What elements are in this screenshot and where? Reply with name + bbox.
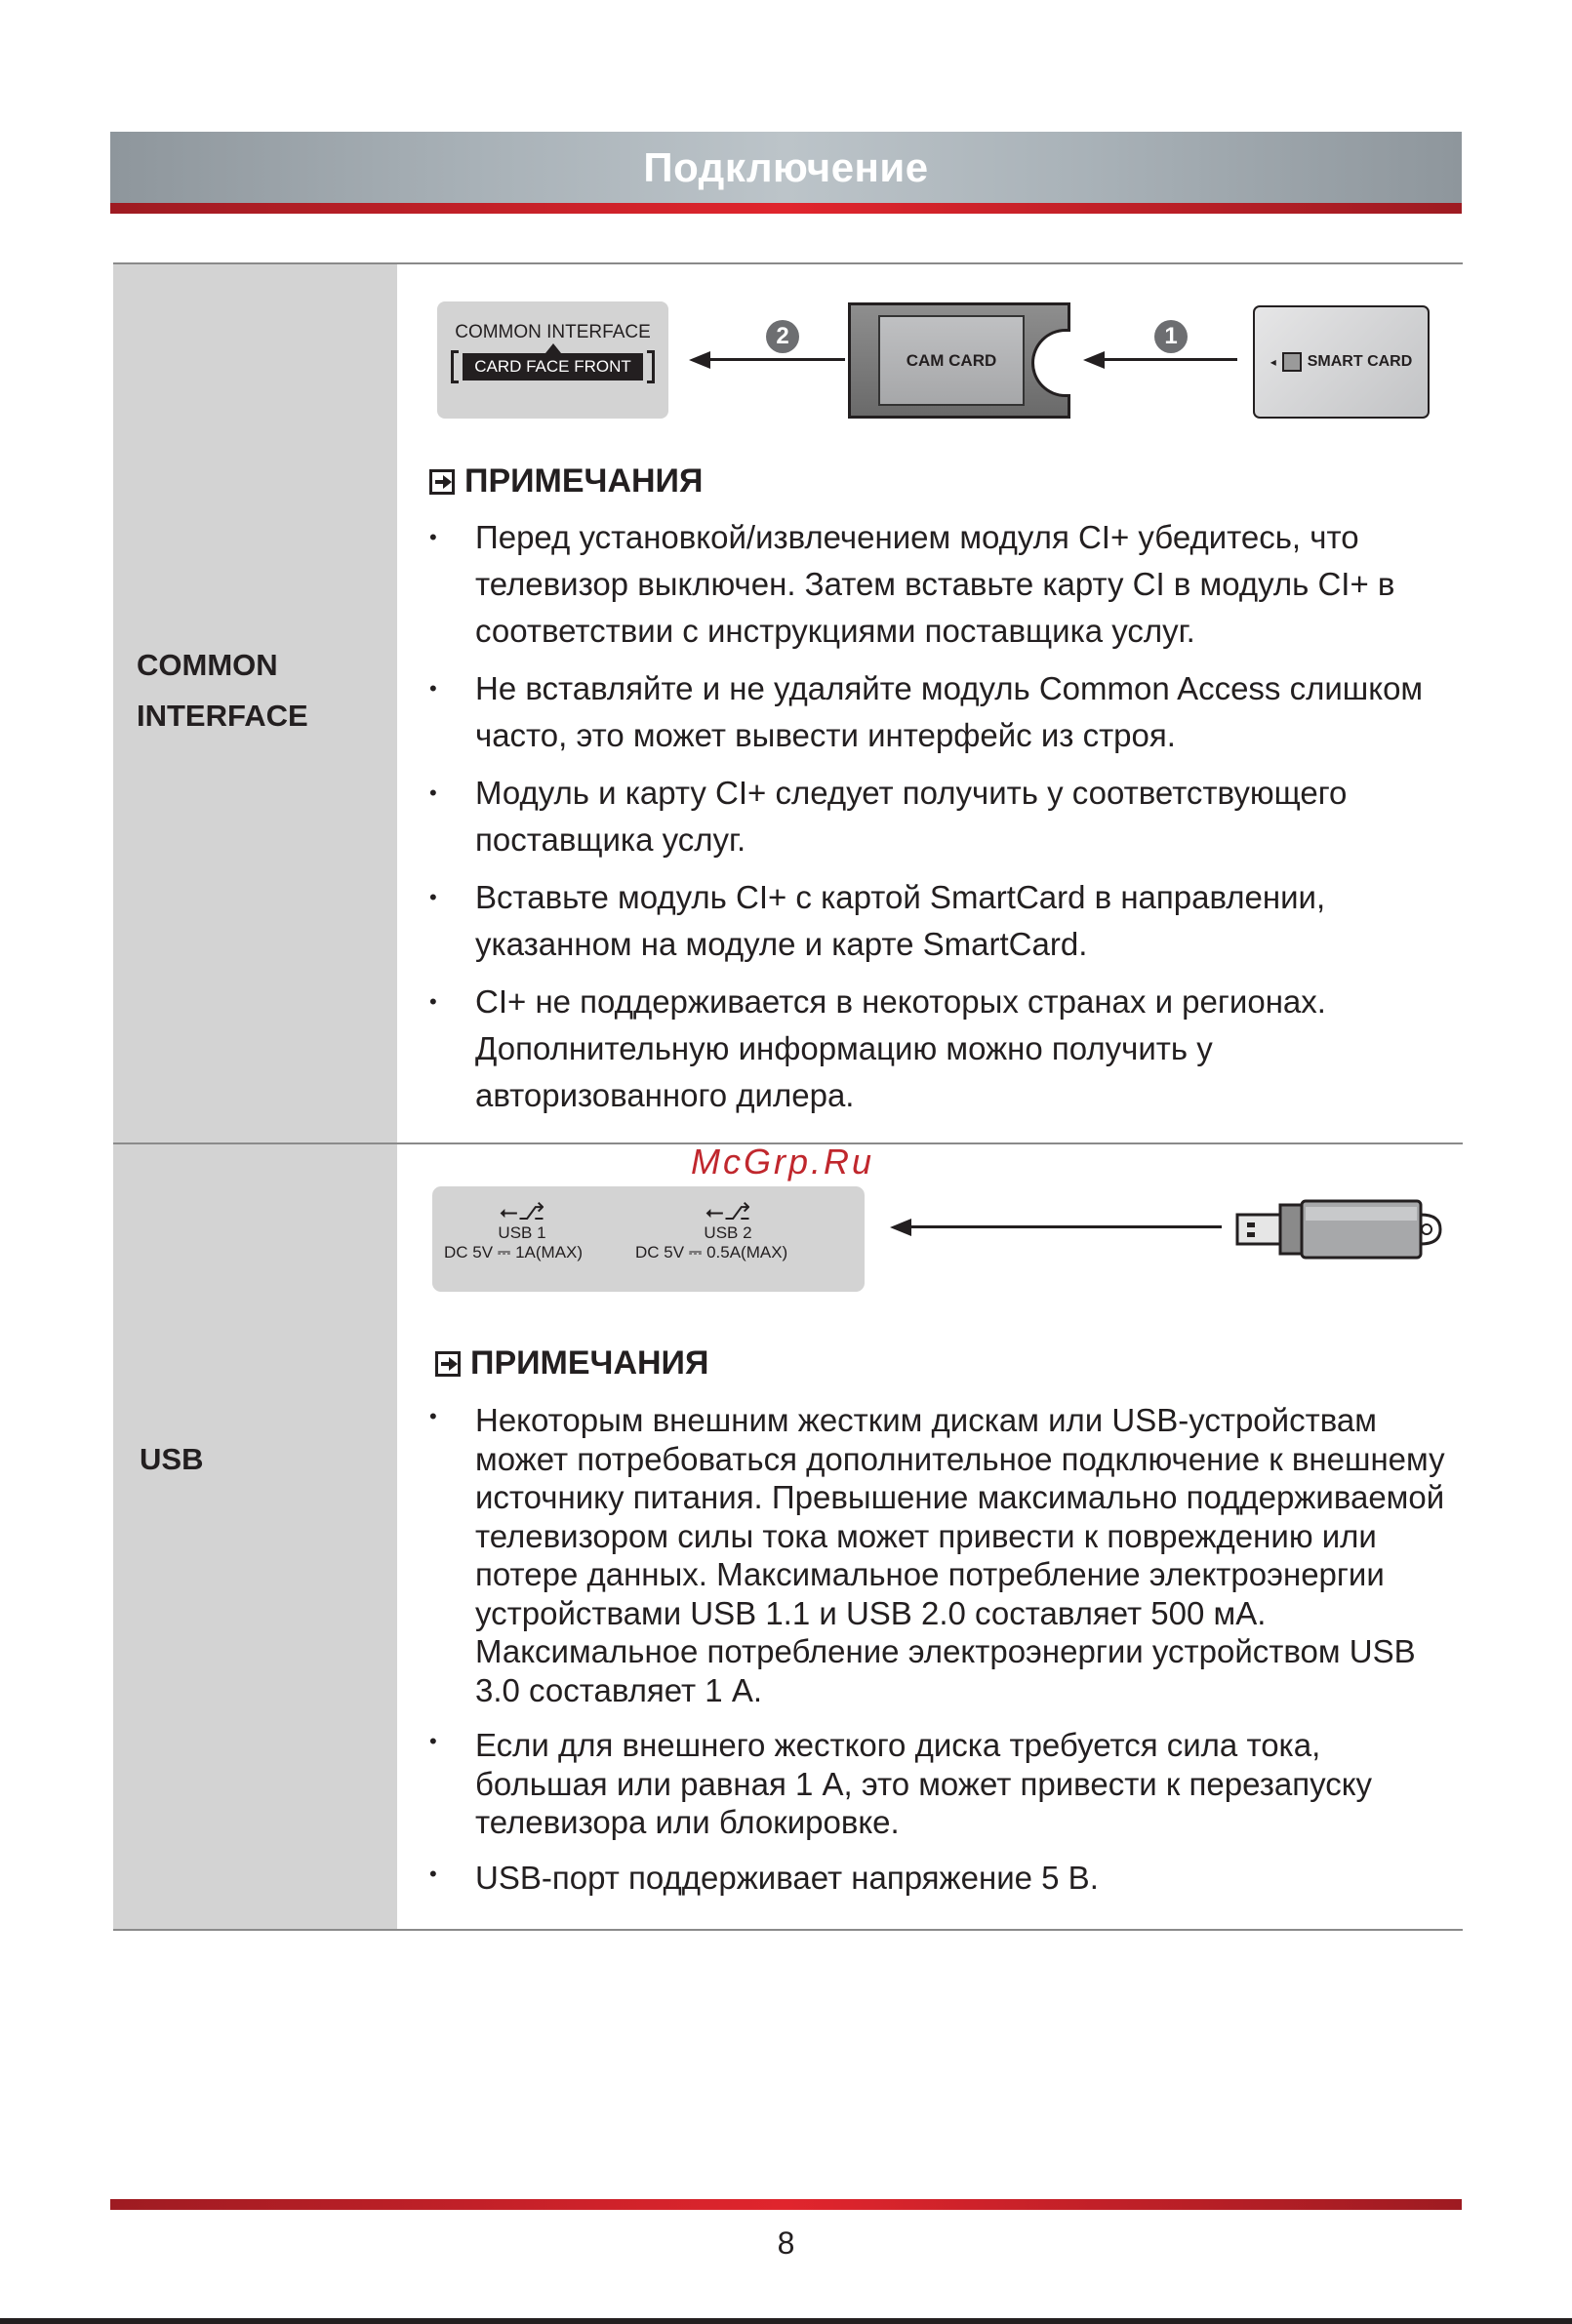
list-item: • Модуль и карту CI+ следует получить у соответствующего поставщика услуг.	[429, 770, 1425, 863]
usb-port-1-name: USB 1	[498, 1223, 546, 1242]
ci-label-line2: INTERFACE	[137, 699, 308, 733]
arrow-line	[1103, 358, 1237, 361]
note-icon	[435, 1351, 461, 1377]
ci-slot-label: COMMON INTERFACE	[455, 322, 651, 342]
usb-stick-icon	[1235, 1197, 1442, 1262]
usb-row-label: USB	[140, 1442, 204, 1476]
ci-notes-heading	[429, 462, 703, 501]
list-item: • CI+ не поддерживается в некоторых странах и регионах. Дополнительную информацию можно получить у авторизованного дилера.	[429, 979, 1425, 1119]
usb-ports-illustration	[432, 1186, 865, 1292]
smart-card-label: SMART CARD	[1307, 353, 1413, 370]
usb-notes-title: ПРИМЕЧАНИЯ	[470, 1344, 709, 1382]
cam-card-illustration	[848, 302, 1070, 419]
slot-pointer-icon	[545, 343, 561, 353]
page-number: 8	[777, 2225, 795, 2261]
usb-port-1-spec: DC 5V ⎓ 1A(MAX)	[444, 1243, 584, 1262]
chip-icon	[1282, 352, 1302, 372]
ci-label-line1: COMMON	[137, 648, 278, 682]
ci-slot-sublabel: CARD FACE FRONT	[463, 353, 643, 381]
arrow-left-icon	[890, 1219, 911, 1236]
usb-label-cell	[113, 1144, 397, 1929]
section-header	[110, 132, 1462, 203]
list-item: • Некоторым внешним жестким дискам или USB-устройствам может потребоваться дополнительное подключение к внешнему источнику питания. Превышение максимально поддерживаемой телевизором силы тока может привести к повреждению или потере данных. Максимальное потребление электроэнергии устройствами USB 1.1 и USB 2.0 составляет 500 мА. Максимальное потребление электроэнергии устройством USB 3.0 составляет 1 А.	[429, 1401, 1454, 1709]
arrow-line	[708, 358, 845, 361]
list-item: • USB-порт поддерживает напряжение 5 В.	[429, 1859, 1454, 1898]
usb-port-2-spec: DC 5V ⎓ 0.5A(MAX)	[635, 1243, 788, 1262]
table-rule-bottom	[113, 1929, 1463, 1931]
ci-notes-title: ПРИМЕЧАНИЯ	[464, 462, 704, 500]
list-item: • Не вставляйте и не удаляйте модуль Common Access слишком часто, это может вывести интерфейс из строя.	[429, 665, 1425, 759]
usb-notes-list	[429, 1401, 1454, 1913]
ci-row-label	[137, 640, 308, 741]
header-accent-bar	[110, 203, 1462, 214]
usb-port-2-name: USB 2	[704, 1223, 752, 1242]
usb-notes-heading	[435, 1344, 708, 1382]
smart-card-illustration	[1253, 305, 1430, 419]
footer-accent-bar	[110, 2199, 1462, 2210]
note-icon	[429, 469, 455, 495]
ci-notes-list	[429, 514, 1425, 1130]
step-2-badge: 2	[766, 320, 799, 353]
cam-card-notch	[1031, 329, 1070, 397]
list-item: • Перед установкой/извлечением модуля CI+ убедитесь, что телевизор выключен. Затем вставьте карту CI в модуль CI+ в соответствии с инструкциями поставщика услуг.	[429, 514, 1425, 655]
page-bottom-edge	[0, 2318, 1572, 2324]
usb-port-1	[444, 1199, 584, 1262]
watermark: McGrp.Ru	[691, 1142, 875, 1182]
list-item: • Если для внешнего жесткого диска требуется сила тока, большая или равная 1 А, это может привести к перезапуску телевизора или блокировке.	[429, 1726, 1454, 1842]
usb-port-2	[635, 1199, 788, 1262]
page-title: Подключение	[643, 143, 929, 190]
slot-bracket-left	[451, 350, 459, 383]
arrow-left-icon	[1083, 351, 1105, 369]
usb-icon: ⭠⎇	[499, 1199, 545, 1225]
step-1-badge: 1	[1154, 320, 1188, 353]
insert-direction-icon: ◂	[1270, 355, 1276, 369]
list-item: • Вставьте модуль CI+ с картой SmartCard в направлении, указанном на модуле и карте SmartCard.	[429, 874, 1425, 968]
cam-card-label: CAM CARD	[878, 315, 1025, 406]
arrow-left-icon	[689, 351, 710, 369]
slot-bracket-right	[647, 350, 655, 383]
arrow-line	[909, 1225, 1222, 1228]
usb-icon: ⭠⎇	[705, 1199, 751, 1225]
ci-slot-illustration	[437, 301, 668, 419]
